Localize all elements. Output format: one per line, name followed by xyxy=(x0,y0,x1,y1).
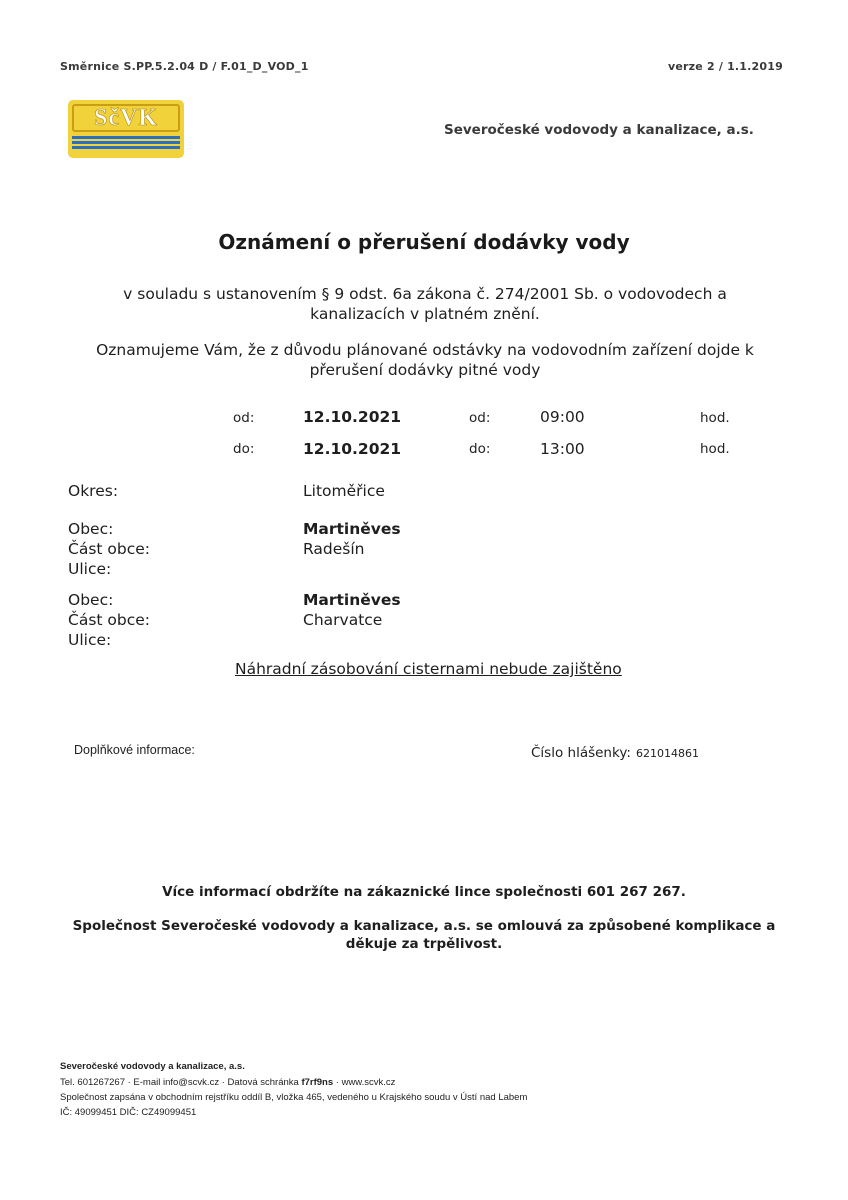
logo-stripes xyxy=(72,136,180,156)
to-date: 12.10.2021 xyxy=(303,440,402,458)
cast-obce-value: Radešín xyxy=(303,540,365,558)
footer-ids: IČ: 49099451 DIČ: CZ49099451 xyxy=(60,1107,197,1118)
ulice-label: Ulice: xyxy=(68,560,112,578)
company-logo xyxy=(68,100,184,158)
footer-contact: Tel. 601267267 · E-mail info@scvk.cz · Datová schránka f7rf9ns · www.scvk.cz xyxy=(60,1077,396,1088)
report-number: 621014861 xyxy=(635,747,699,760)
from-time-label: od: xyxy=(469,410,491,426)
district-label: Okres: xyxy=(68,482,119,500)
legal-basis: v souladu s ustanovením § 9 odst. 6a zákona č. 274/2001 Sb. o vodovodech a kanalizacích v platném znění. xyxy=(123,285,727,323)
cast-obce-value: Charvatce xyxy=(303,611,383,629)
to-hour-unit: hod. xyxy=(700,441,730,457)
apology-note: Společnost Severočeské vodovody a kanalizace, a.s. se omlouvá za způsobené komplikace a děkuje za trpělivost. xyxy=(72,918,776,952)
page-title: Oznámení o přerušení dodávky vody xyxy=(218,230,630,254)
obec-value: Martiněves xyxy=(303,591,401,609)
footer-company: Severočeské vodovody a kanalizace, a.s. xyxy=(60,1061,245,1072)
cast-obce-label: Část obce: xyxy=(68,611,151,629)
from-time: 09:00 xyxy=(540,408,585,426)
footer-registration: Společnost zapsána v obchodním rejstříku oddíl B, vložka 465, vedeného u Krajského soudu v Ústí nad Labem xyxy=(60,1092,528,1103)
obec-label: Obec: xyxy=(68,591,114,609)
cast-obce-label: Část obce: xyxy=(68,540,151,558)
replacement-supply-note: Náhradní zásobování cisternami nebude zajištěno xyxy=(235,660,622,678)
obec-label: Obec: xyxy=(68,520,114,538)
logo-text: SčVK xyxy=(94,105,158,131)
contact-note: Více informací obdržíte na zákaznické lince společnosti 601 267 267. xyxy=(162,884,686,900)
additional-info-label: Doplňkové informace: xyxy=(74,743,195,757)
report-number-group xyxy=(531,742,699,761)
to-date-label: do: xyxy=(233,441,255,457)
notice-intro: Oznamujeme Vám, že z důvodu plánované odstávky na vodovodním zařízení dojde k přerušení dodávky pitné vody xyxy=(96,341,754,379)
report-number-label: Číslo hlášenky: xyxy=(531,745,631,761)
from-hour-unit: hod. xyxy=(700,410,730,426)
to-time: 13:00 xyxy=(540,440,585,458)
to-time-label: do: xyxy=(469,441,491,457)
company-name: Severočeské vodovody a kanalizace, a.s. xyxy=(444,122,754,138)
directive-reference: Směrnice S.PP.5.2.04 D / F.01_D_VOD_1 xyxy=(60,60,309,73)
version-label: verze 2 / 1.1.2019 xyxy=(668,60,783,73)
obec-value: Martiněves xyxy=(303,520,401,538)
from-date-label: od: xyxy=(233,410,255,426)
from-date: 12.10.2021 xyxy=(303,408,402,426)
district-value: Litoměřice xyxy=(303,482,385,500)
ulice-label: Ulice: xyxy=(68,631,112,649)
